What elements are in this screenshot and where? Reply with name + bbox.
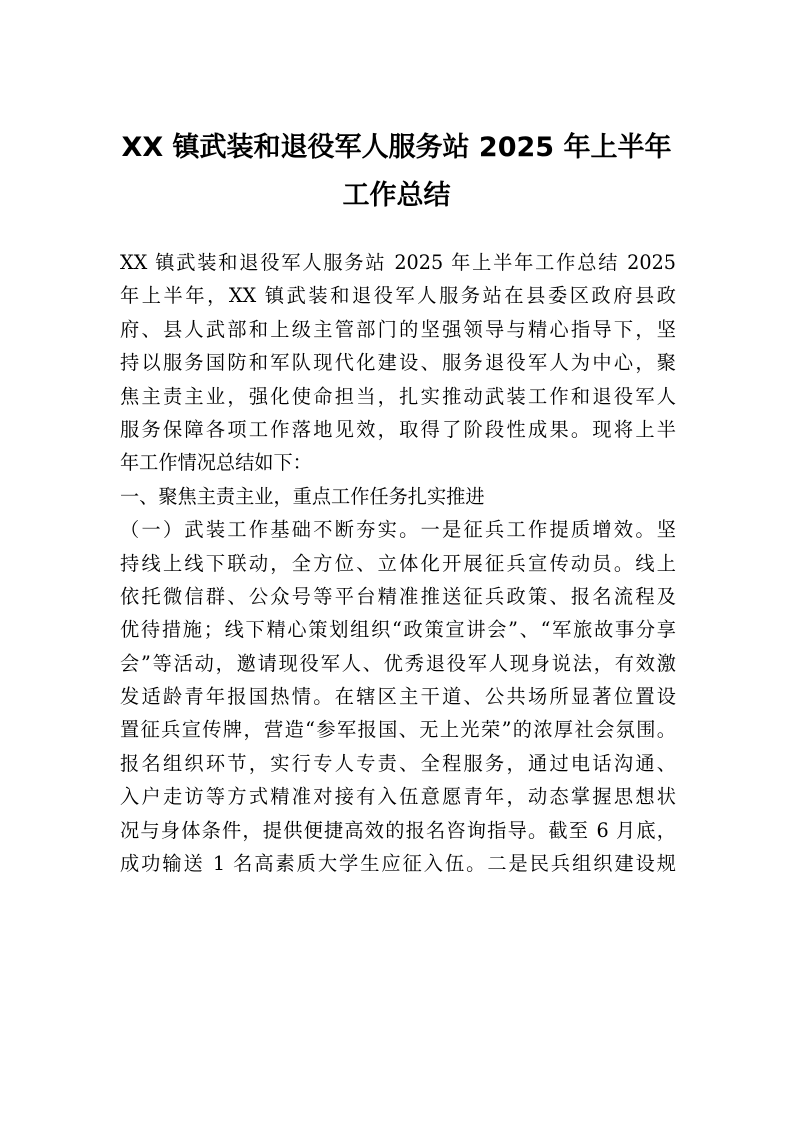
body-line: 况与身体条件，提供便捷高效的报名咨询指导。截至 6 月底， [120,818,676,842]
body-line: 年上半年，XX 镇武装和退役军人服务站在县委区政府县政 [120,284,676,308]
body-line: 依托微信群、公众号等平台精准推送征兵政策、报名流程及 [120,584,676,608]
body-line: 发适龄青年报国热情。在辖区主干道、公共场所显著位置设 [120,685,676,709]
body-line: XX 镇武装和退役军人服务站 2025 年上半年工作总结 2025 [120,251,676,274]
document-body [120,246,676,880]
body-line: 置征兵宣传牌，营造“参军报国、无上光荣”的浓厚社会氛围。 [120,718,676,742]
title-line-1: XX 镇武装和退役军人服务站 2025 年上半年 [121,132,672,163]
body-line: 年工作情况总结如下： [120,451,312,475]
body-line: 报名组织环节，实行专人专责、全程服务，通过电话沟通、 [120,751,676,775]
body-line: 服务保障各项工作落地见效，取得了阶段性成果。现将上半 [120,417,676,441]
body-line: 持以服务国防和军队现代化建设、服务退役军人为中心，聚 [120,351,676,375]
body-line: 入户走访等方式精准对接有入伍意愿青年，动态掌握思想状 [120,785,676,809]
body-line: 会”等活动，邀请现役军人、优秀退役军人现身说法，有效激 [120,651,676,675]
document-title [100,124,693,220]
body-line: 一、聚焦主责主业，重点工作任务扎实推进 [120,484,485,508]
body-line: 优待措施；线下精心策划组织“政策宣讲会”、“军旅故事分享 [120,618,676,642]
body-line: （一）武装工作基础不断夯实。一是征兵工作提质增效。坚 [120,518,676,542]
body-line: 持线上线下联动，全方位、立体化开展征兵宣传动员。线上 [120,551,676,575]
body-line: 成功输送 1 名高素质大学生应征入伍。二是民兵组织建设规 [120,852,676,876]
body-line: 焦主责主业，强化使命担当，扎实推动武装工作和退役军人 [120,384,676,408]
title-line-2: 工作总结 [342,180,451,211]
body-line: 府、县人武部和上级主管部门的坚强领导与精心指导下，坚 [120,317,676,341]
